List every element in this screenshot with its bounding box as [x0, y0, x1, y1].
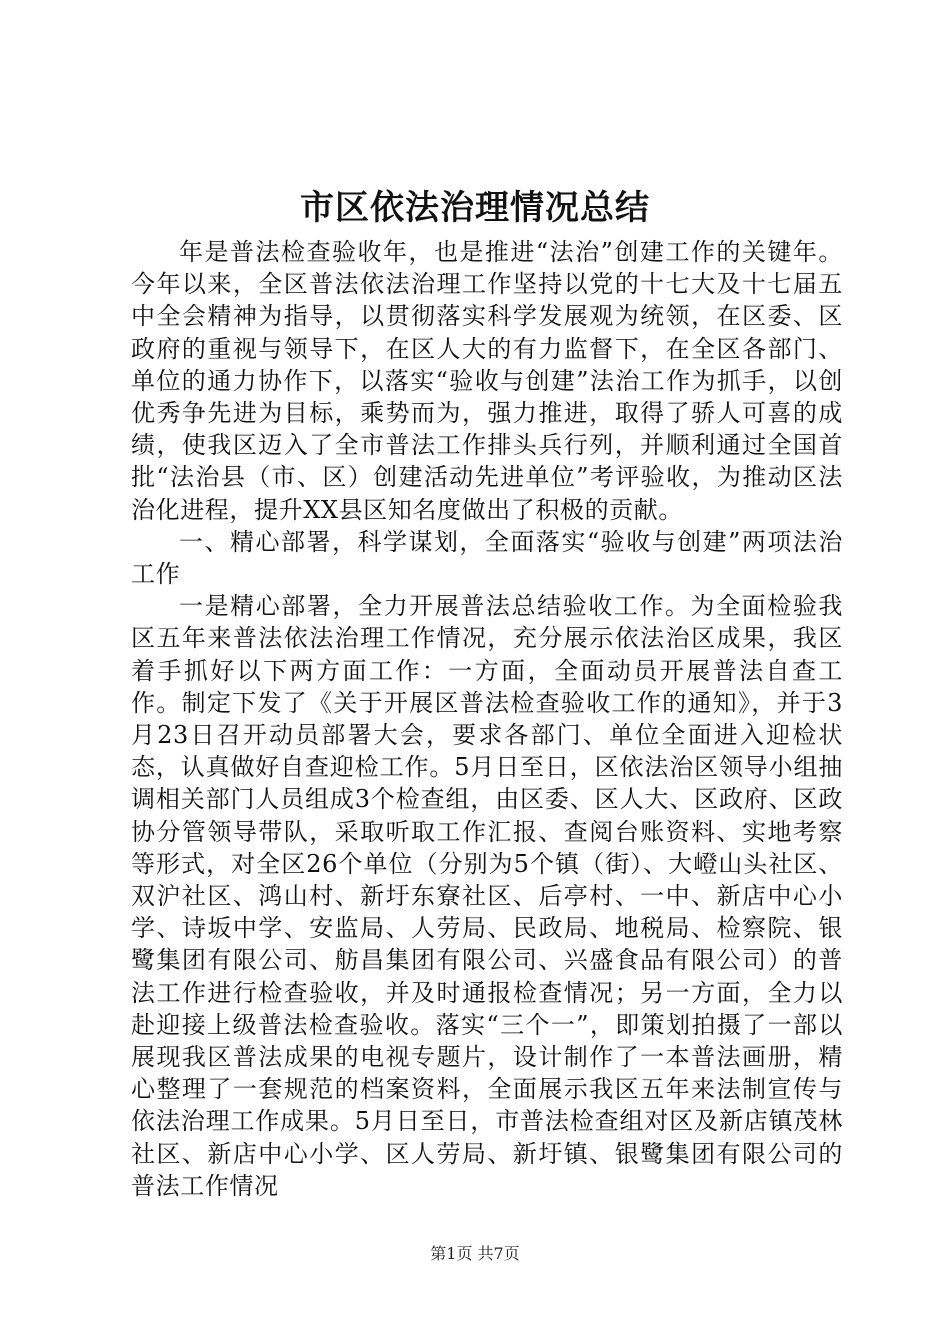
document-title: 市区依法治理情况总结	[300, 188, 650, 228]
section-heading-1: 一、精心部署，科学谋划，全面落实“验收与创建”两项法治工作	[131, 527, 843, 589]
paragraph-intro: 年是普法检查验收年，也是推进“法治”创建工作的关键年。今年以来，全区普法依法治理工作坚持以党的十七大及十七届五中全会精神为指导，以贯彻落实科学发展观为统领，在区委、区政府的重视与领导下，在区人大的有力监督下，在全区各部门、单位的通力协作下，以落实“验收与创建”法治工作为抓手，以创优秀争先进为目标，乘势而为，强力推进，取得了骄人可喜的成绩，使我区迈入了全市普法工作排头兵行列，并顺利通过全国首批“法治县（市、区）创建活动先进单位”考评验收，为推动区法治化进程，提升XX县区知名度做出了积极的贡献。	[131, 238, 843, 524]
document-body	[131, 236, 843, 1202]
page-number-footer: 第1页 共7页	[430, 1244, 520, 1263]
paragraph-section-1: 一是精心部署，全力开展普法总结验收工作。为全面检验我区五年来普法依法治理工作情况，充分展示依法治区成果，我区着手抓好以下两方面工作：一方面，全面动员开展普法自查工作。制定下发了《关于开展区普法检查验收工作的通知》，并于3月23日召开动员部署大会，要求各部门、单位全面进入迎检状态，认真做好自查迎检工作。5月日至日，区依法治区领导小组抽调相关部门人员组成3个检查组，由区委、区人大、区政府、区政协分管领导带队，采取听取工作汇报、查阅台账资料、实地考察等形式，对全区26个单位（分别为5个镇（街）、大嶝山头社区、双沪社区、鸿山村、新圩东寮社区、后亭村、一中、新店中心小学、诗坂中学、安监局、人劳局、民政局、地税局、检察院、银鹭集团有限公司、舫昌集团有限公司、兴盛食品有限公司）的普法工作进行检查验收，并及时通报检查情况；另一方面，全力以赴迎接上级普法检查验收。落实“三个一”，即策划拍摄了一部以展现我区普法成果的电视专题片，设计制作了一本普法画册，精心整理了一套规范的档案资料，全面展示我区五年来法制宣传与依法治理工作成果。5月日至日，市普法检查组对区及新店镇茂林社区、新店中心小学、区人劳局、新圩镇、银鹭集团有限公司的普法工作情况	[131, 592, 843, 1200]
